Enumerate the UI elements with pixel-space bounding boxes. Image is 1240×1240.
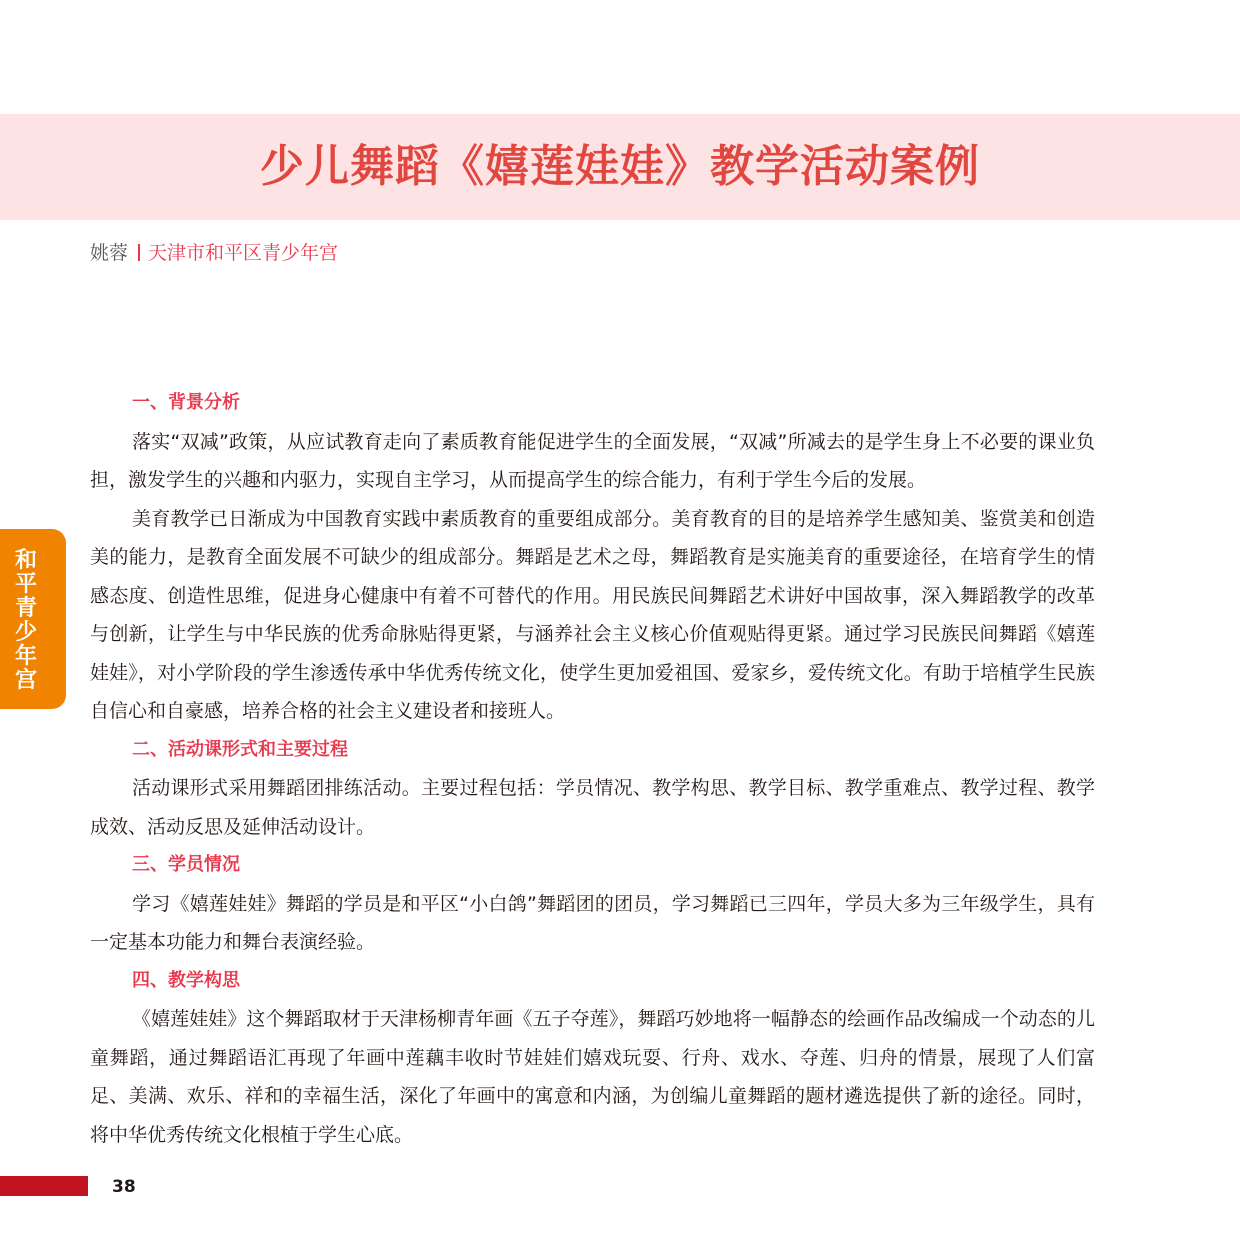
- body-paragraph: 落实“双减”政策，从应试教育走向了素质教育能促进学生的全面发展，“双减”所减去的是学生身上不必要的课业负担，激发学生的兴趣和内驱力，实现自主学习，从而提高学生的综合能力，有利于学生今后的发展。: [90, 430, 1095, 491]
- footer-accent-bar: [0, 1176, 88, 1196]
- body-paragraph: 美育教学已日渐成为中国教育实践中素质教育的重要组成部分。美育教育的目的是培养学生感知美、鉴赏美和创造美的能力，是教育全面发展不可缺少的组成部分。舞蹈是艺术之母，舞蹈教育是实施美育的重要途径，在培育学生的情感态度、创造性思维，促进身心健康中有着不可替代的作用。用民族民间舞蹈艺术讲好中国故事，深入舞蹈教学的改革与创新，让学生与中华民族的优秀命脉贴得更紧，与涵养社会主义核心价值观贴得更紧。通过学习民族民间舞蹈《嬉莲娃娃》，对小学阶段的学生渗透传承中华优秀传统文化，使学生更加爱祖国、爱家乡，爱传统文化。有助于培植学生民族自信心和自豪感，培养合格的社会主义建设者和接班人。: [90, 507, 1095, 722]
- section-side-tab: [0, 529, 66, 709]
- body-paragraph: 活动课形式采用舞蹈团排练活动。主要过程包括：学员情况、教学构思、教学目标、教学重难点、教学过程、教学成效、活动反思及延伸活动设计。: [90, 777, 1095, 838]
- author-name: 姚蓉: [90, 242, 129, 264]
- page-number: 38: [112, 1177, 136, 1197]
- side-tab-label: 和平青少年宫: [14, 548, 37, 693]
- section-heading: 三、学员情况: [132, 854, 240, 875]
- byline: [90, 238, 338, 268]
- title-banner: [0, 114, 1240, 220]
- byline-divider: [138, 244, 140, 261]
- section-heading: 一、背景分析: [132, 392, 240, 413]
- author-organization: 天津市和平区青少年宫: [148, 242, 339, 264]
- article-title: 少儿舞蹈《嬉莲娃娃》教学活动案例: [260, 141, 980, 192]
- section-heading: 四、教学构思: [132, 969, 240, 991]
- article-body: [90, 384, 1095, 1154]
- section-heading: 二、活动课形式和主要过程: [132, 738, 348, 760]
- body-paragraph: 学习《嬉莲娃娃》舞蹈的学员是和平区“小白鸽”舞蹈团的团员，学习舞蹈已三四年，学员大多为三年级学生，具有一定基本功能力和舞台表演经验。: [90, 892, 1095, 953]
- body-paragraph: 《嬉莲娃娃》这个舞蹈取材于天津杨柳青年画《五子夺莲》，舞蹈巧妙地将一幅静态的绘画作品改编成一个动态的儿童舞蹈，通过舞蹈语汇再现了年画中莲藕丰收时节娃娃们嬉戏玩耍、行舟、戏水、夺莲、归舟的情景，展现了人们富足、美满、欢乐、祥和的幸福生活，深化了年画中的寓意和内涵，为创编儿童舞蹈的题材遴选提供了新的途径。同时，将中华优秀传统文化根植于学生心底。: [90, 1008, 1095, 1146]
